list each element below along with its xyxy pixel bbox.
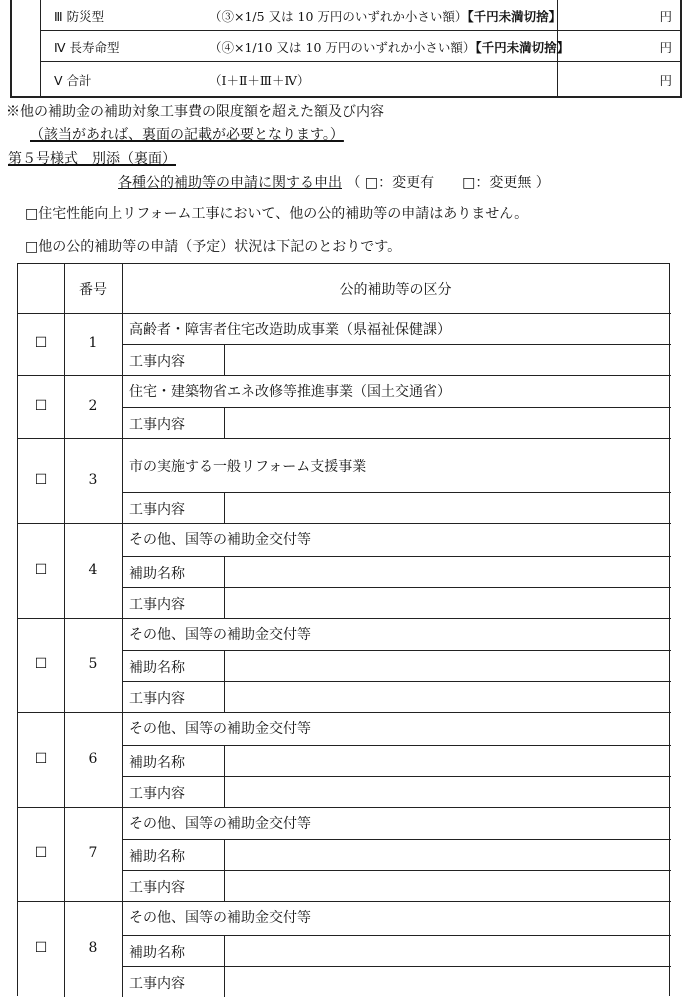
subsidy-name-field[interactable] [225,651,669,680]
row-number: 8 [88,940,98,956]
row-divider [18,523,671,524]
row-checkbox[interactable]: ☐ [34,940,48,956]
summary-row-disaster [12,0,680,31]
col-divider [122,264,123,997]
subsidy-name-label: 補助名称 [129,755,185,771]
change-options[interactable]: （ □：変更有 □：変更無 ） [346,175,550,191]
checkbox-no-other-subsidy[interactable]: □住宅性能向上リフォーム工事において、他の公的補助等の申請はありません。 [25,206,529,222]
row-number: 6 [88,750,98,767]
subsidy-name-field[interactable] [225,936,669,965]
subsidy-name-field[interactable] [225,746,669,775]
work-content-field[interactable] [225,345,669,374]
row-category-title: その他、国等の補助金交付等 [129,816,311,832]
subsidy-name-field[interactable] [225,557,669,586]
work-content-label: 工事内容 [129,354,185,370]
row-category-title: その他、国等の補助金交付等 [129,532,311,548]
row-checkbox[interactable]: ☐ [34,471,48,488]
row-category-title: その他、国等の補助金交付等 [129,721,311,737]
work-content-field[interactable] [225,408,669,437]
note-line-1: ※他の補助金の補助対象工事費の限度額を超えた額及び内容 [6,104,384,120]
header-category: 公的補助等の区分 [339,282,452,298]
row-checkbox[interactable]: ☐ [34,845,48,861]
work-content-label: 工事内容 [129,417,185,433]
row-category-title: その他、国等の補助金交付等 [129,627,311,643]
subsidy-table [17,263,670,996]
summary-unit: 円 [659,73,672,88]
summary-row-longevity [12,31,680,62]
work-content-field[interactable] [225,967,669,996]
summary-row-total [12,62,680,96]
row-divider [18,375,671,376]
summary-label: Ⅴ 合計 [54,73,92,88]
row-checkbox[interactable]: ☐ [34,335,48,351]
row-number: 2 [88,397,98,414]
summary-formula: （③×1/5 又は 10 万円のいずれか小さい額）【千円未満切捨】 [209,9,562,24]
row-divider [18,438,671,439]
summary-unit: 円 [659,9,672,24]
work-content-field[interactable] [225,871,669,900]
work-content-field[interactable] [225,777,669,806]
row-number: 1 [88,335,98,351]
summary-formula: （④×1/10 又は 10 万円のいずれか小さい額）【千円未満切捨】 [209,40,570,55]
work-content-field[interactable] [225,588,669,617]
header-number: 番号 [79,282,107,298]
subsidy-name-label: 補助名称 [129,566,185,582]
row-number: 7 [88,845,98,861]
subsidy-name-field[interactable] [225,840,669,869]
work-content-label: 工事内容 [129,502,185,518]
summary-table [10,0,682,98]
row-category-title: 住宅・建築物省エネ改修等推進事業（国土交通省） [129,384,451,400]
summary-formula: （Ⅰ＋Ⅱ＋Ⅲ＋Ⅳ） [209,73,310,88]
checkbox-other-subsidy-list[interactable]: □他の公的補助等の申請（予定）状況は下記のとおりです。 [25,239,402,255]
row-divider [18,901,671,902]
row-checkbox[interactable]: ☐ [34,397,48,414]
work-content-label: 工事内容 [129,880,185,896]
work-content-label: 工事内容 [129,786,185,802]
row-divider [18,313,671,314]
subsidy-name-label: 補助名称 [129,660,185,676]
work-content-label: 工事内容 [129,597,185,613]
section-title [118,172,550,192]
row-category-title: その他、国等の補助金交付等 [129,910,311,926]
row-checkbox[interactable]: ☐ [34,656,48,672]
row-divider [18,712,671,713]
summary-label: Ⅲ 防災型 [54,9,105,24]
row-checkbox[interactable]: ☐ [34,750,48,767]
row-checkbox[interactable]: ☐ [34,561,48,578]
row-divider [18,807,671,808]
row-number: 5 [88,656,98,672]
form-id: 第５号様式 別添（裏面） [8,151,176,167]
note-line-2: （該当があれば、裏面の記載が必要となります。） [30,127,344,143]
summary-unit: 円 [659,40,672,55]
section-title-text: 各種公的補助等の申請に関する申出 [118,175,342,191]
row-category-title: 市の実施する一般リフォーム支援事業 [129,459,367,475]
work-content-label: 工事内容 [129,691,185,707]
summary-label: Ⅳ 長寿命型 [54,40,120,55]
row-divider [18,618,671,619]
col-divider [64,264,65,997]
work-content-label: 工事内容 [129,976,185,992]
work-content-field[interactable] [225,682,669,711]
subsidy-name-label: 補助名称 [129,945,185,961]
row-number: 3 [88,471,98,488]
row-category-title: 高齢者・障害者住宅改造助成事業（県福祉保健課） [129,322,451,338]
subsidy-name-label: 補助名称 [129,849,185,865]
row-number: 4 [88,561,98,578]
work-content-field[interactable] [225,493,669,522]
